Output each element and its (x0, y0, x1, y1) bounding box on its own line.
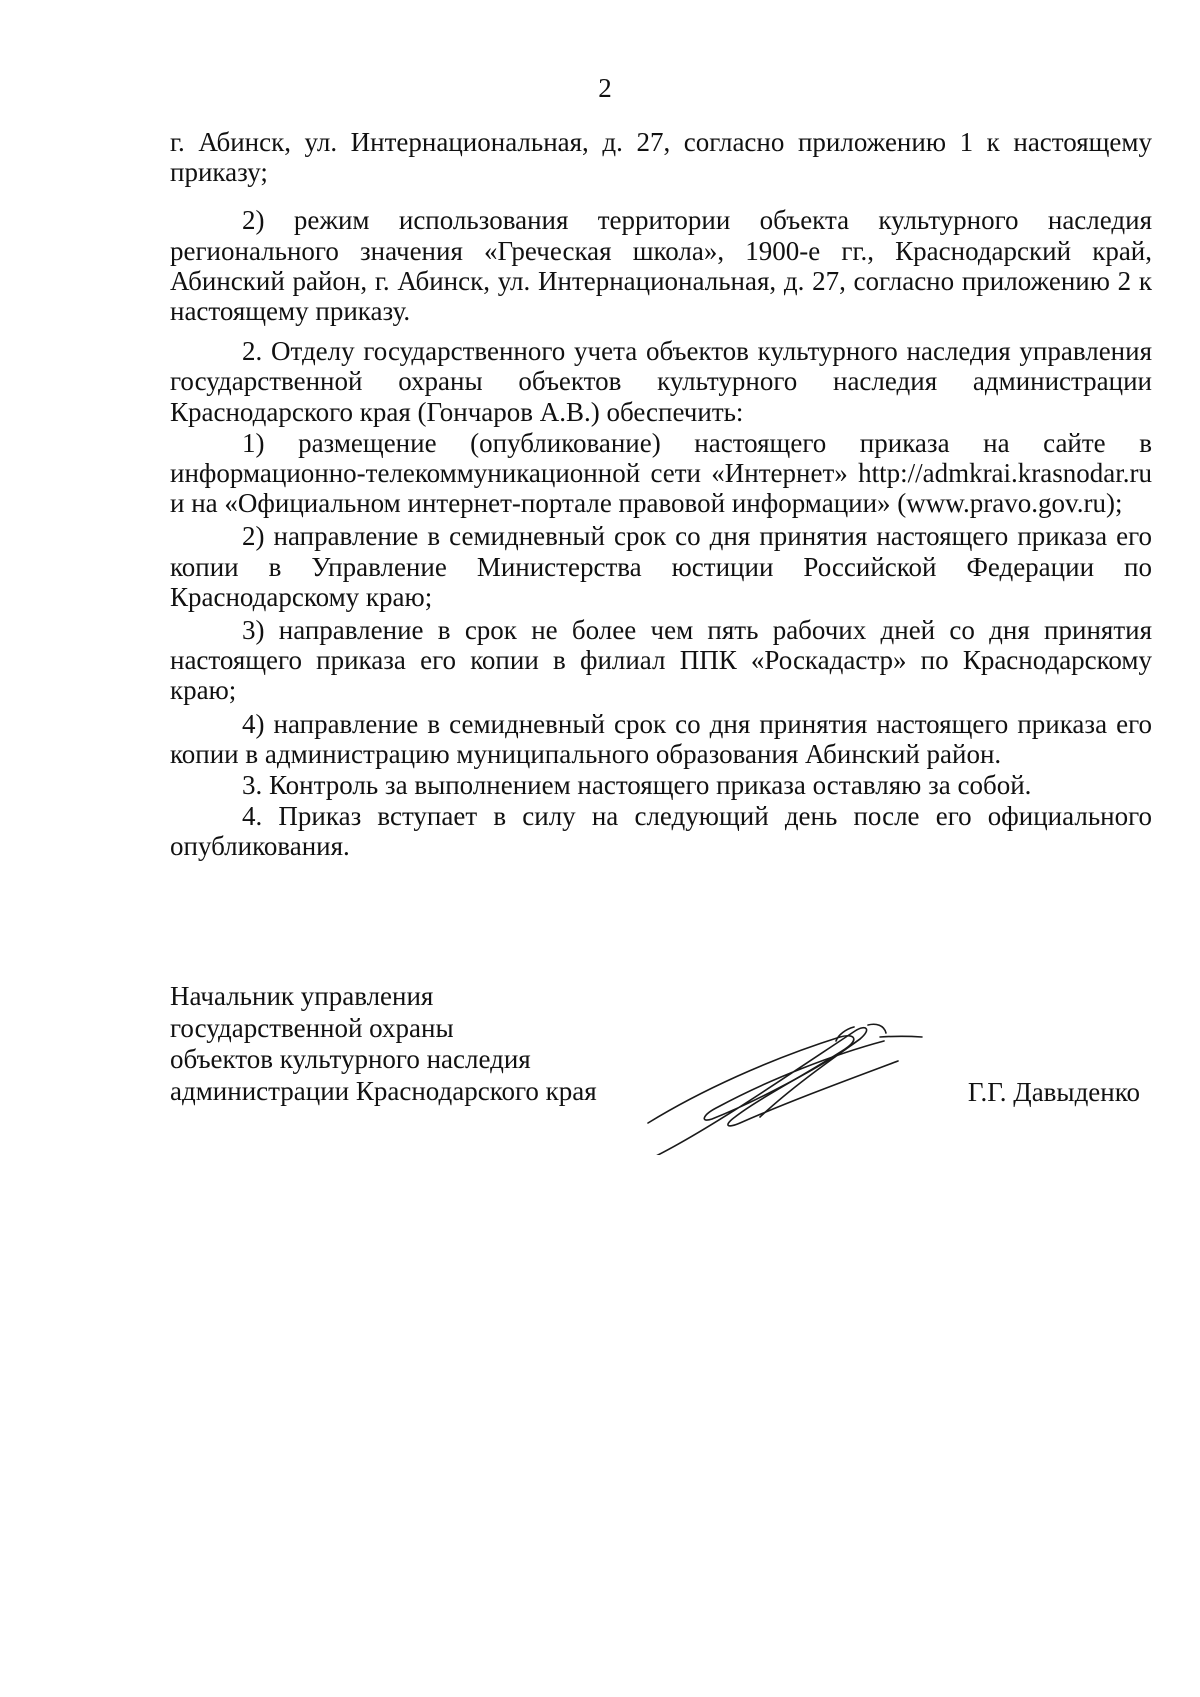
paragraph-item-3-roskadastr: 3) направление в срок не более чем пять рабочих дней со дня принятия настоящего приказа его копии в филиал ППК «Роскадастр» по Краснодарскому краю; (170, 615, 1152, 706)
paragraph-item-2-ministry-justice: 2) направление в семидневный срок со дня принятия настоящего приказа его копии в Управление Министерства юстиции Российской Федерации по Краснодарскому краю; (170, 521, 1152, 612)
document-body (170, 127, 1152, 862)
signatory-title-line-1: Начальник управления (170, 981, 434, 1011)
paragraph-item-4-municipal-admin: 4) направление в семидневный срок со дня принятия настоящего приказа его копии в администрацию муниципального образования Абинский район. (170, 708, 1152, 769)
page-number: 2 (598, 73, 612, 103)
paragraph-section-2-department: 2. Отделу государственного учета объектов культурного наследия управления государственной охраны объектов культурного наследия администрации Краснодарского края (Гончаров А.В.) обеспечить: (170, 336, 1152, 427)
paragraph-section-3-control: 3. Контроль за выполнением настоящего приказа оставляю за собой. (242, 770, 1032, 801)
signatory-name: Г.Г. Давыденко (967, 1077, 1140, 1107)
signatory-title-line-2: государственной охраны (170, 1012, 454, 1043)
paragraph-item-1-publication: 1) размещение (опубликование) настоящего приказа на сайте в информационно-телекоммуникационной сети «Интернет» http://admkrai.krasnodar.ru и на «Официальном интернет-портале правовой информации» (www.pravo.gov.ru); (170, 427, 1152, 519)
signatory-title-line-4: администрации Краснодарского края (170, 1075, 597, 1106)
signature-block (170, 981, 1152, 1181)
handwritten-signature (640, 1019, 940, 1155)
paragraph-address-continuation: г. Абинск, ул. Интернациональная, д. 27, согласно приложению 1 к настоящему приказу; (170, 127, 1152, 188)
paragraph-section-4-entry-into-force: 4. Приказ вступает в силу на следующий день после его официального опубликования. (170, 801, 1152, 862)
signatory-title-line-3: объектов культурного наследия (170, 1044, 531, 1074)
paragraph-item-2-usage-regime: 2) режим использования территории объекта культурного наследия регионального значения «Греческая школа», 1900-е гг., Краснодарский край, Абинский район, г. Абинск, ул. Интернациональная, д. 27, согласно приложению 2 к настоящему приказу. (170, 205, 1152, 327)
